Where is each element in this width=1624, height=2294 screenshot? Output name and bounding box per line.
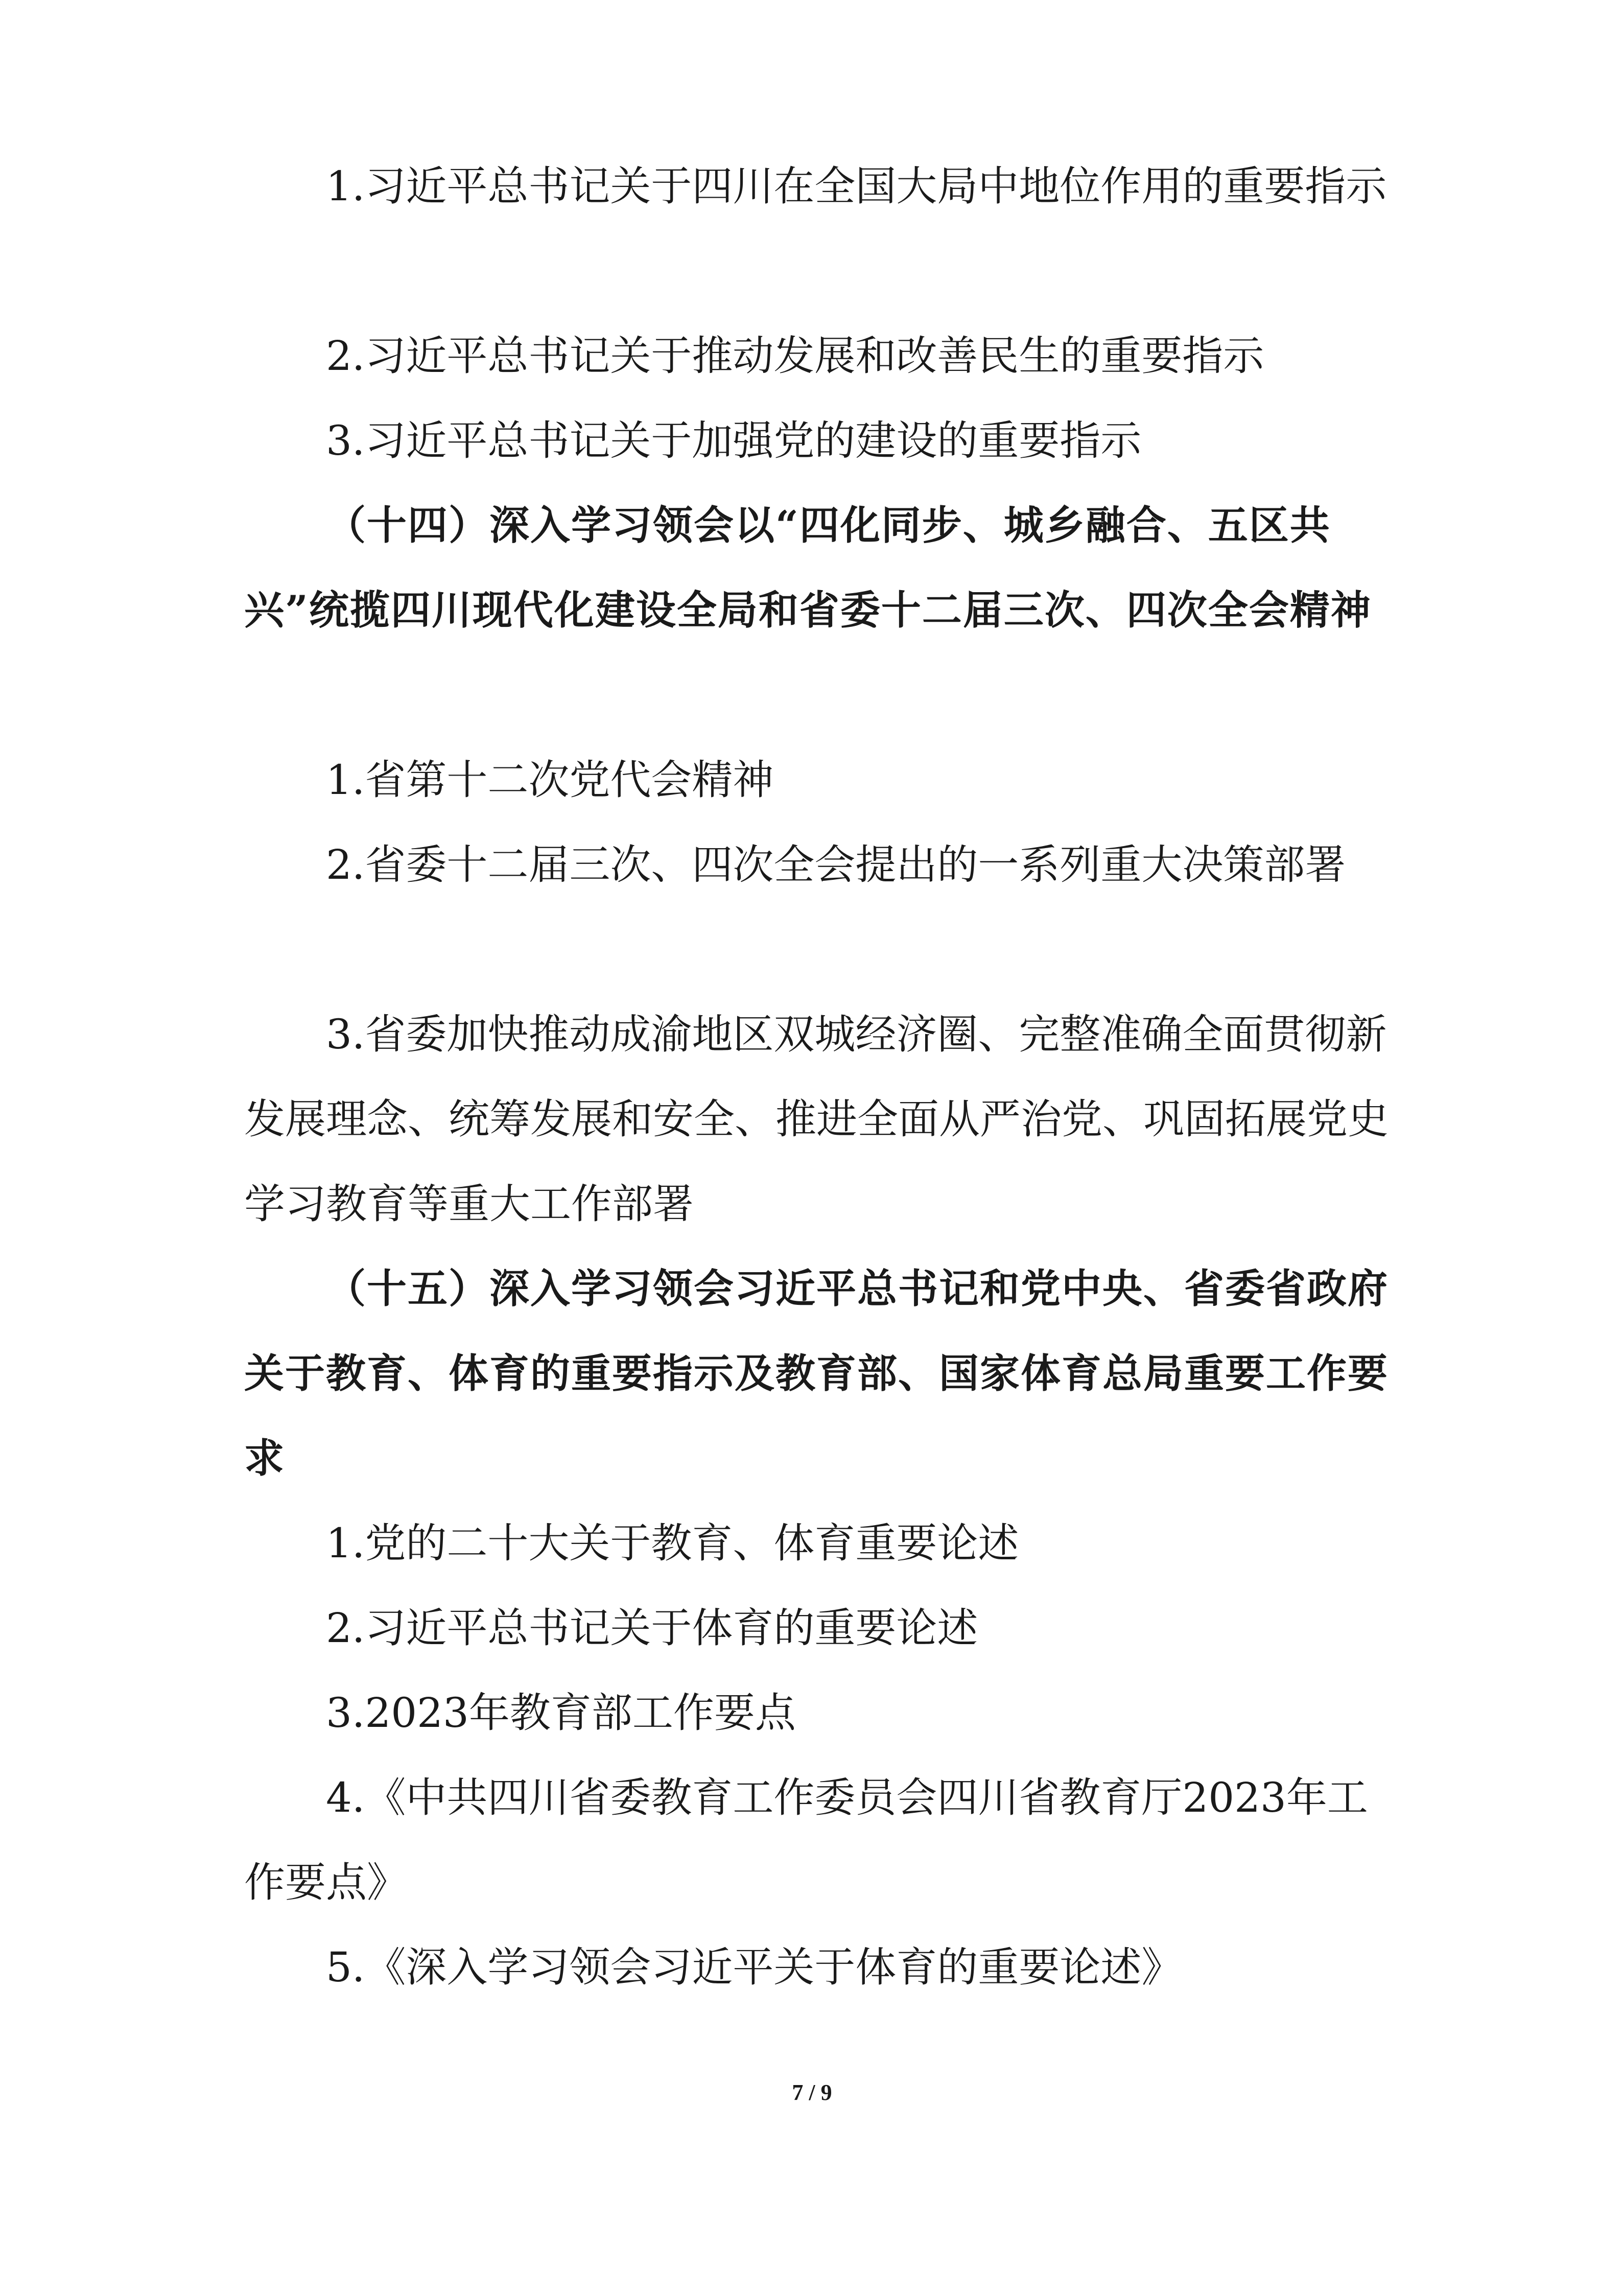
section-heading: （十四）深入学习领会以“四化同步、城乡融合、五区共兴”统揽四川现代化建设全局和省委十二届三次、四次全会精神 (244, 502, 1372, 634)
list-item: 3.2023年教育部工作要点 (326, 1689, 796, 1737)
list-item: 3.省委加快推动成渝地区双城经济圈、完整准确全面贯彻新发展理念、统筹发展和安全、推进全面从严治党、巩固拓展党史学习教育等重大工作部署 (244, 1011, 1388, 1228)
section-heading: （十五）深入学习领会习近平总书记和党中央、省委省政府关于教育、体育的重要指示及教育部、国家体育总局重要工作要求 (244, 1266, 1389, 1482)
list-item: 3.习近平总书记关于加强党的建设的重要指示 (326, 417, 1142, 464)
page-number: 7 / 9 (792, 2080, 832, 2105)
list-item: 1.党的二十大关于教育、体育重要论述 (326, 1519, 1019, 1567)
list-item: 2.省委十二届三次、四次全会提出的一系列重大决策部署 (326, 841, 1346, 888)
list-item: 4.《中共四川省委教育工作委员会四川省教育厅2023年工作要点》 (244, 1774, 1368, 1906)
list-item: 1.省第十二次党代会精神 (326, 756, 774, 804)
list-item: 1.习近平总书记关于四川在全国大局中地位作用的重要指示 (326, 162, 1387, 210)
list-item: 2.习近平总书记关于体育的重要论述 (326, 1604, 978, 1652)
list-item: 2.习近平总书记关于推动发展和改善民生的重要指示 (326, 332, 1264, 380)
list-item: 5.《深入学习领会习近平关于体育的重要论述》 (326, 1944, 1183, 1991)
